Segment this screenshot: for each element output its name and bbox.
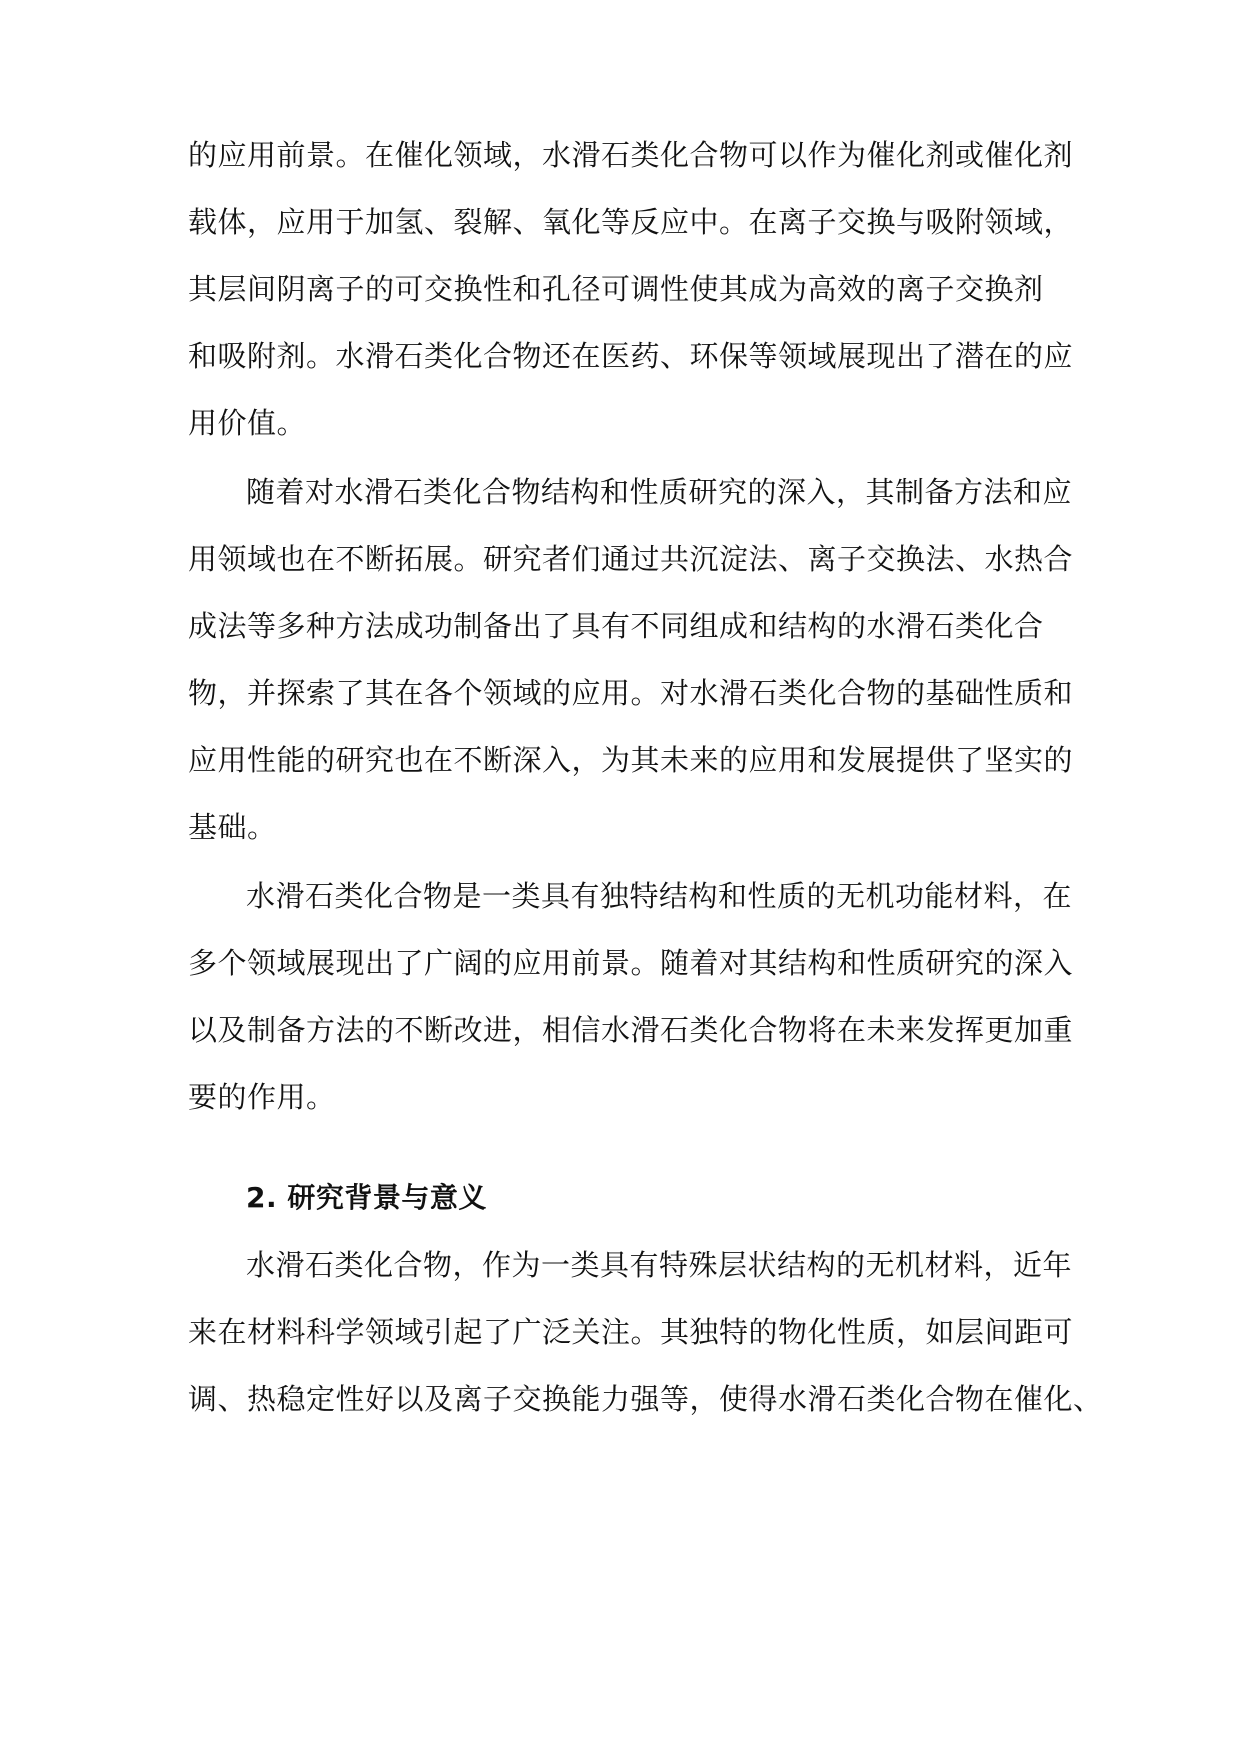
paragraph-line: 水滑石类化合物，作为一类具有特殊层状结构的无机材料，近年 (246, 1248, 1073, 1282)
paragraph-line: 应用性能的研究也在不断深入，为其未来的应用和发展提供了坚实的 (188, 743, 1074, 777)
paragraph-line: 用价值。 (188, 406, 307, 440)
paragraph-line: 载体，应用于加氢、裂解、氧化等反应中。在离子交换与吸附领域， (188, 205, 1074, 239)
section-heading: 2. 研究背景与意义 (246, 1181, 487, 1214)
paragraph-line: 的应用前景。在催化领域，水滑石类化合物可以作为催化剂或催化剂 (188, 138, 1074, 172)
paragraph-line: 多个领域展现出了广阔的应用前景。随着对其结构和性质研究的深入 (188, 946, 1074, 980)
paragraph-line: 物，并探索了其在各个领域的应用。对水滑石类化合物的基础性质和 (188, 676, 1074, 710)
paragraph-line: 调、热稳定性好以及离子交换能力强等，使得水滑石类化合物在催化、 (188, 1382, 1103, 1416)
paragraph-line: 水滑石类化合物是一类具有独特结构和性质的无机功能材料，在 (246, 879, 1073, 913)
paragraph-line: 其层间阴离子的可交换性和孔径可调性使其成为高效的离子交换剂 (188, 272, 1044, 306)
paragraph-line: 基础。 (188, 810, 277, 844)
paragraph-line: 和吸附剂。水滑石类化合物还在医药、环保等领域展现出了潜在的应 (188, 339, 1074, 373)
paragraph-line: 用领域也在不断拓展。研究者们通过共沉淀法、离子交换法、水热合 (188, 542, 1074, 576)
paragraph-line: 成法等多种方法成功制备出了具有不同组成和结构的水滑石类化合 (188, 609, 1044, 643)
paragraph-line: 来在材料科学领域引起了广泛关注。其独特的物化性质，如层间距可 (188, 1315, 1074, 1349)
paragraph-line: 随着对水滑石类化合物结构和性质研究的深入，其制备方法和应 (246, 475, 1073, 509)
paragraph-line: 以及制备方法的不断改进，相信水滑石类化合物将在未来发挥更加重 (188, 1013, 1074, 1047)
paragraph-line: 要的作用。 (188, 1080, 336, 1114)
